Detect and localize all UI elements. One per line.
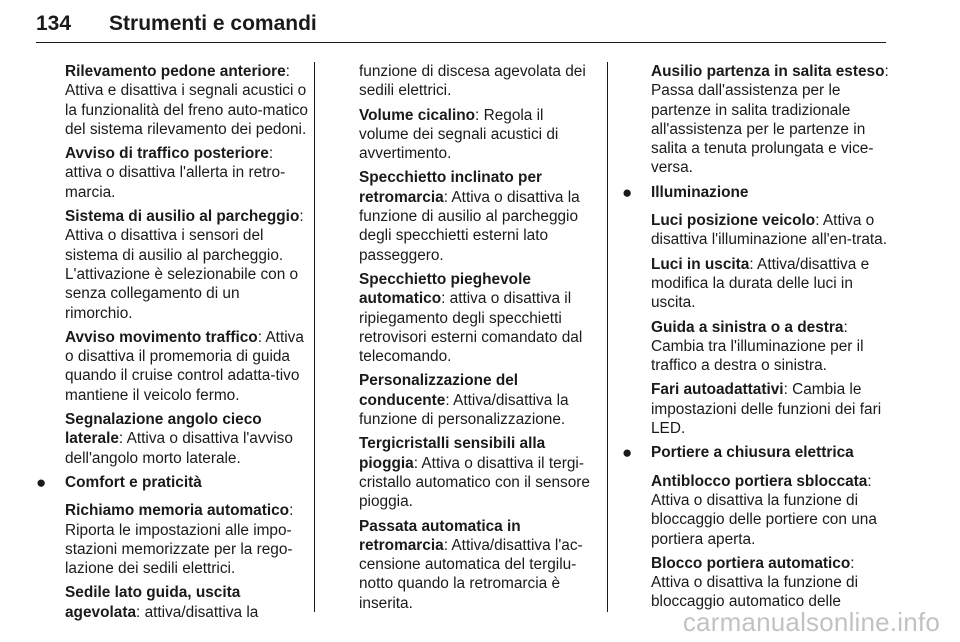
setting-description: funzione di discesa agevolata dei sedili elettrici. [359,63,586,100]
section-heading: Comfort e praticità [65,473,202,491]
column-2 [359,62,597,618]
setting-term: Antiblocco portiera sbloccata [651,472,868,490]
setting-entry [65,62,309,139]
setting-term: Personalizzazione del conducente [359,372,519,409]
setting-term: Guida a sinistra o a destra [651,318,844,336]
setting-term: Luci in uscita [651,255,750,273]
setting-term: Sistema di ausilio al parcheggio [65,208,300,226]
page-header [36,6,886,43]
setting-description: : Attiva o disattiva l'avviso dell'angolo morto laterale. [65,430,293,467]
section-bullet [622,182,891,202]
setting-description: : Cambia le impostazioni delle funzioni dei fari LED. [651,381,882,438]
setting-description: : Attiva o disattiva i sensori del sistema di ausilio al parcheggio. L'attivazione è selezionabile con o senza collegamento di un rimorchio. [65,208,304,322]
setting-entry [359,168,597,264]
setting-term: Tergicristalli sensibili alla pioggia [359,435,546,472]
section-bullet [36,472,309,492]
setting-description: : Attiva/disattiva e modifica la durata delle luci in uscita. [651,255,870,312]
setting-term: Avviso movimento traffico [65,328,258,346]
setting-entry [651,62,891,178]
setting-description: : Attiva e disattiva i segnali acustici o la funzionalità del freno auto-matico del sistema rilevamento dei pedoni. [65,63,308,138]
setting-description: : Attiva o disattiva il promemoria di guida quando il cruise control adatta-tivo mantiene il veicolo fermo. [65,328,304,404]
setting-entry [651,380,891,438]
bullet-icon: ● [36,472,47,492]
setting-term: Segnalazione angolo cieco laterale [65,411,262,448]
setting-entry [359,106,597,164]
setting-description: : attiva o disattiva il ripiegamento degli specchietti retrovisori esterni comandato dal telecomando. [359,290,583,366]
setting-description: : Attiva o disattiva la funzione di ausilio al parcheggio degli specchietti esterni lato passeggero. [359,188,580,264]
page-number: 134 [36,12,72,35]
watermark: carmanualsonline.info [682,607,940,637]
setting-entry [651,554,891,612]
setting-entry [65,583,309,622]
setting-description: : Attiva/disattiva l'ac-censione automatica del tergilu-notto quando la retromarcia è inserita. [359,536,583,612]
setting-entry [65,144,309,202]
bullet-icon: ● [622,443,633,463]
bullet-icon: ● [622,182,633,202]
setting-entry [651,318,891,376]
setting-description: : Passa dall'assistenza per le partenze in salita tradizionale all'assistenza per le partenze in salita a tenuta prolungata e vice-versa. [651,63,889,177]
setting-description: : Regola il volume dei segnali acustici di avvertimento. [359,106,559,163]
setting-entry [651,255,891,313]
section-heading: Illuminazione [651,183,749,201]
setting-term: Rilevamento pedone anteriore [65,63,286,80]
setting-entry [651,472,891,549]
column-divider [607,62,608,612]
setting-entry [65,410,309,468]
setting-term: Fari autoadattativi [651,381,784,399]
setting-description: : Cambia tra l'illuminazione per il traffico a destra o sinistra. [651,318,864,375]
setting-entry [359,434,597,511]
setting-term: Volume cicalino [359,106,476,124]
setting-entry [651,211,891,250]
setting-entry [65,501,309,578]
setting-entry [65,207,309,323]
setting-description: : Attiva o disattiva il tergi-cristallo automatico con il sensore pioggia. [359,454,590,511]
setting-description: : Attiva o disattiva l'illuminazione all'en-trata. [651,212,887,249]
setting-term: Luci posizione veicolo [651,212,816,230]
setting-term: Blocco portiera automatico [651,554,851,572]
setting-description: : Attiva o disattiva la funzione di bloccaggio automatico delle [651,554,859,611]
setting-term: Sedile lato guida, uscita agevolata [65,584,241,621]
setting-description: : Attiva o disattiva la funzione di bloccaggio delle portiere con una portiera aperta. [651,472,877,548]
setting-entry [359,371,597,429]
setting-description: : Riporta le impostazioni alle impo-stazioni memorizzate per la rego-lazione dei sedili elettrici. [65,502,294,578]
setting-entry [65,328,309,405]
setting-term: Specchietto pieghevole automatico [359,270,531,308]
column-divider [314,62,315,612]
column-1 [36,62,309,627]
setting-entry [359,517,597,613]
setting-term: Specchietto inclinato per retromarcia [359,169,543,206]
section-heading: Portiere a chiusura elettrica [651,444,854,462]
setting-term: Avviso di traffico posteriore [65,145,269,163]
setting-term: Ausilio partenza in salita esteso [651,63,885,80]
setting-description: : Attiva/disattiva la funzione di personalizzazione. [359,391,569,429]
setting-description: : attiva/disattiva la [136,603,259,621]
column-3 [622,62,891,617]
setting-description: : attiva o disattiva l'allerta in retro-marcia. [65,145,286,201]
setting-entry [359,270,597,366]
setting-term: Passata automatica in retromarcia [359,517,521,554]
setting-entry [359,62,597,101]
section-bullet [622,443,891,463]
page-title: Strumenti e comandi [109,12,317,35]
setting-term: Richiamo memoria automatico [65,502,290,520]
